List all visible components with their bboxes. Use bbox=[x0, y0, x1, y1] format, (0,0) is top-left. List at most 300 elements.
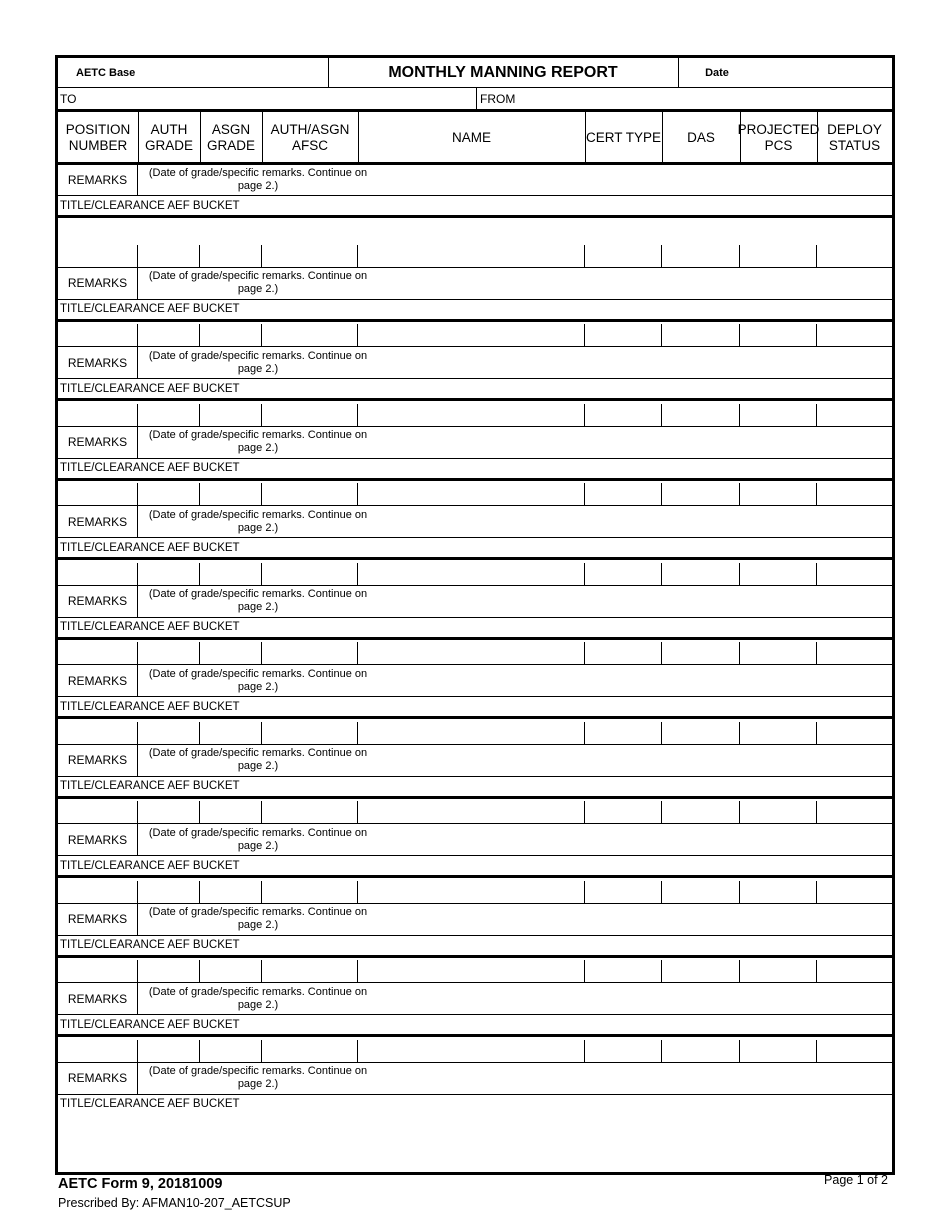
entry-cell-auth-asgn-afsc[interactable] bbox=[262, 960, 358, 982]
entry-cell-deploy-status[interactable] bbox=[817, 881, 892, 903]
entry-cell-auth-grade[interactable] bbox=[138, 245, 200, 267]
remarks-hint: (Date of grade/specific remarks. Continue on page 2.) bbox=[148, 667, 368, 693]
entry-cell-auth-asgn-afsc[interactable] bbox=[262, 801, 358, 823]
entry-cell-cert-type[interactable] bbox=[585, 1040, 662, 1062]
title-clearance-input[interactable] bbox=[238, 618, 896, 639]
entry-cell-projected-pcs[interactable] bbox=[740, 245, 817, 267]
title-clearance-label: TITLE/CLEARANCE AEF BUCKET bbox=[60, 1098, 240, 1110]
aetc-base-label: AETC Base bbox=[76, 66, 136, 79]
cert-type-input[interactable] bbox=[585, 483, 661, 505]
entry-cell-das[interactable] bbox=[662, 324, 740, 346]
entry-cell-asgn-grade[interactable] bbox=[200, 404, 262, 426]
remarks-field[interactable] bbox=[378, 1063, 892, 1094]
entry-cell-deploy-status[interactable] bbox=[817, 245, 892, 267]
aetc-base-input[interactable] bbox=[163, 58, 332, 89]
asgn-grade-input[interactable] bbox=[200, 881, 261, 903]
entry-cell-das[interactable] bbox=[662, 563, 740, 585]
entry-block bbox=[58, 483, 892, 563]
remarks-field[interactable] bbox=[378, 586, 892, 617]
title-clearance-input[interactable] bbox=[238, 538, 896, 559]
report-title: MONTHLY MANNING REPORT bbox=[388, 63, 618, 81]
entry-cell-auth-grade[interactable] bbox=[138, 324, 200, 346]
asgn-grade-input[interactable] bbox=[200, 801, 261, 823]
das-input[interactable] bbox=[662, 960, 739, 982]
title-clearance-field[interactable] bbox=[238, 379, 892, 398]
column-header-auth-grade: AUTH GRADE bbox=[144, 122, 193, 153]
cert-type-input[interactable] bbox=[585, 324, 661, 346]
deploy-status-input[interactable] bbox=[817, 245, 892, 267]
projected-pcs-input[interactable] bbox=[740, 642, 816, 664]
asgn-grade-input[interactable] bbox=[200, 960, 261, 982]
deploy-status-input[interactable] bbox=[817, 801, 892, 823]
remarks-input[interactable] bbox=[378, 268, 896, 301]
auth-asgn-afsc-input[interactable] bbox=[262, 801, 357, 823]
title-clearance-input[interactable] bbox=[238, 1015, 896, 1036]
remarks-input[interactable] bbox=[378, 745, 896, 778]
entry-cell-name[interactable] bbox=[358, 404, 585, 426]
projected-pcs-input[interactable] bbox=[740, 801, 816, 823]
auth-grade-input[interactable] bbox=[138, 960, 199, 982]
remarks-field[interactable] bbox=[378, 427, 892, 458]
entry-block bbox=[58, 563, 892, 643]
entry-cell-name[interactable] bbox=[358, 1040, 585, 1062]
entry-cell-deploy-status[interactable] bbox=[817, 642, 892, 664]
position-number-input[interactable] bbox=[58, 722, 137, 744]
title-clearance-field[interactable] bbox=[238, 1015, 892, 1034]
entry-cell-projected-pcs[interactable] bbox=[740, 642, 817, 664]
entry-cell-das[interactable] bbox=[662, 960, 740, 982]
entry-cell-projected-pcs[interactable] bbox=[740, 324, 817, 346]
entry-cell-auth-grade[interactable] bbox=[138, 722, 200, 744]
name-input[interactable] bbox=[358, 801, 584, 823]
title-clearance-field[interactable] bbox=[238, 697, 892, 716]
cert-type-input[interactable] bbox=[585, 881, 661, 903]
title-clearance-field[interactable] bbox=[238, 618, 892, 637]
entry-cell-name[interactable] bbox=[358, 245, 585, 267]
position-number-input[interactable] bbox=[58, 801, 137, 823]
divider bbox=[58, 215, 892, 218]
asgn-grade-input[interactable] bbox=[200, 324, 261, 346]
auth-grade-input[interactable] bbox=[138, 881, 199, 903]
cert-type-input[interactable] bbox=[585, 801, 661, 823]
entry-cell-deploy-status[interactable] bbox=[817, 722, 892, 744]
remarks-input[interactable] bbox=[378, 824, 896, 857]
entry-cell-auth-asgn-afsc[interactable] bbox=[262, 722, 358, 744]
divider bbox=[262, 112, 263, 164]
entry-cell-auth-grade[interactable] bbox=[138, 404, 200, 426]
entry-cell-cert-type[interactable] bbox=[585, 801, 662, 823]
title-clearance-label: TITLE/CLEARANCE AEF BUCKET bbox=[60, 199, 240, 212]
entry-cell-name[interactable] bbox=[358, 960, 585, 982]
position-number-input[interactable] bbox=[58, 483, 137, 505]
name-input[interactable] bbox=[358, 881, 584, 903]
title-clearance-field[interactable] bbox=[238, 196, 892, 215]
cert-type-input[interactable] bbox=[585, 563, 661, 585]
remarks-hint: (Date of grade/specific remarks. Continue on page 2.) bbox=[148, 508, 368, 534]
entry-cell-position-number[interactable] bbox=[58, 483, 138, 505]
position-number-input[interactable] bbox=[58, 881, 137, 903]
projected-pcs-input[interactable] bbox=[740, 722, 816, 744]
auth-asgn-afsc-input[interactable] bbox=[262, 960, 357, 982]
column-header-das: DAS bbox=[687, 130, 715, 145]
entry-cell-cert-type[interactable] bbox=[585, 563, 662, 585]
divider bbox=[200, 112, 201, 164]
entry-cell-das[interactable] bbox=[662, 642, 740, 664]
auth-asgn-afsc-input[interactable] bbox=[262, 324, 357, 346]
entry-cell-position-number[interactable] bbox=[58, 722, 138, 744]
entry-cell-name[interactable] bbox=[358, 881, 585, 903]
entry-cell-position-number[interactable] bbox=[58, 1040, 138, 1062]
deploy-status-input[interactable] bbox=[817, 642, 892, 664]
entry-block bbox=[58, 722, 892, 802]
title-clearance-input[interactable] bbox=[238, 856, 896, 877]
remarks-input[interactable] bbox=[378, 164, 896, 197]
entry-cell-asgn-grade[interactable] bbox=[200, 245, 262, 267]
entry-cell-asgn-grade[interactable] bbox=[200, 324, 262, 346]
entry-cell-auth-grade[interactable] bbox=[138, 801, 200, 823]
entry-cell-deploy-status[interactable] bbox=[817, 404, 892, 426]
title-clearance-input[interactable] bbox=[238, 459, 896, 480]
entry-cell-cert-type[interactable] bbox=[585, 722, 662, 744]
remarks-label: REMARKS bbox=[58, 586, 138, 617]
title-clearance-input[interactable] bbox=[238, 196, 896, 217]
entry-cell-cert-type[interactable] bbox=[585, 960, 662, 982]
name-input[interactable] bbox=[358, 245, 584, 267]
form-identifier: AETC Form 9, 20181009 bbox=[58, 1176, 223, 1192]
deploy-status-input[interactable] bbox=[817, 404, 892, 426]
entry-cell-auth-asgn-afsc[interactable] bbox=[262, 563, 358, 585]
remarks-field[interactable] bbox=[378, 164, 892, 195]
title-clearance-label: TITLE/CLEARANCE AEF BUCKET bbox=[60, 382, 240, 395]
entry-cell-cert-type[interactable] bbox=[585, 245, 662, 267]
prescribed-by: Prescribed By: AFMAN10-207_AETCSUP bbox=[58, 1196, 291, 1210]
name-input[interactable] bbox=[358, 563, 584, 585]
column-header-auth-asgn-afsc: AUTH/ASGN AFSC bbox=[270, 122, 350, 153]
das-input[interactable] bbox=[662, 245, 739, 267]
divider bbox=[58, 557, 892, 560]
name-input[interactable] bbox=[358, 483, 584, 505]
remarks-field[interactable] bbox=[378, 904, 892, 935]
divider bbox=[585, 112, 586, 164]
auth-grade-input[interactable] bbox=[138, 801, 199, 823]
deploy-status-input[interactable] bbox=[817, 722, 892, 744]
divider bbox=[58, 478, 892, 481]
remarks-hint: (Date of grade/specific remarks. Continue on page 2.) bbox=[148, 906, 368, 931]
entry-cell-projected-pcs[interactable] bbox=[740, 404, 817, 426]
das-input[interactable] bbox=[662, 801, 739, 823]
entry-cell-name[interactable] bbox=[358, 563, 585, 585]
entry-cell-projected-pcs[interactable] bbox=[740, 881, 817, 903]
projected-pcs-input[interactable] bbox=[740, 563, 816, 585]
position-number-input[interactable] bbox=[58, 324, 137, 346]
entry-cell-asgn-grade[interactable] bbox=[200, 960, 262, 982]
entry-cell-das[interactable] bbox=[662, 1040, 740, 1062]
entry-cell-das[interactable] bbox=[662, 245, 740, 267]
from-field[interactable] bbox=[518, 88, 888, 110]
date-label: Date bbox=[705, 66, 729, 79]
name-input[interactable] bbox=[358, 1040, 584, 1062]
entry-cell-position-number[interactable] bbox=[58, 563, 138, 585]
position-number-input[interactable] bbox=[58, 245, 137, 267]
remarks-hint: (Date of grade/specific remarks. Continue on page 2.) bbox=[148, 826, 368, 852]
auth-grade-input[interactable] bbox=[138, 642, 199, 664]
projected-pcs-input[interactable] bbox=[740, 881, 816, 903]
remarks-field[interactable] bbox=[378, 745, 892, 776]
auth-grade-input[interactable] bbox=[138, 722, 199, 744]
das-input[interactable] bbox=[662, 483, 739, 505]
name-input[interactable] bbox=[358, 404, 584, 426]
title-clearance-field[interactable] bbox=[238, 538, 892, 557]
title-clearance-field[interactable] bbox=[238, 459, 892, 478]
entry-cell-position-number[interactable] bbox=[58, 324, 138, 346]
auth-grade-input[interactable] bbox=[138, 483, 199, 505]
divider bbox=[740, 112, 741, 164]
cert-type-input[interactable] bbox=[585, 722, 661, 744]
das-input[interactable] bbox=[662, 642, 739, 664]
deploy-status-input[interactable] bbox=[817, 324, 892, 346]
asgn-grade-input[interactable] bbox=[200, 722, 261, 744]
auth-asgn-afsc-input[interactable] bbox=[262, 1040, 357, 1062]
das-input[interactable] bbox=[662, 324, 739, 346]
remarks-input[interactable] bbox=[378, 983, 896, 1016]
remarks-field[interactable] bbox=[378, 824, 892, 855]
divider bbox=[58, 637, 892, 640]
entry-cell-name[interactable] bbox=[358, 642, 585, 664]
entry-cell-auth-grade[interactable] bbox=[138, 483, 200, 505]
entry-cell-das[interactable] bbox=[662, 404, 740, 426]
entry-cell-asgn-grade[interactable] bbox=[200, 801, 262, 823]
title-clearance-input[interactable] bbox=[238, 379, 896, 400]
from-label: FROM bbox=[480, 92, 516, 106]
auth-grade-input[interactable] bbox=[138, 404, 199, 426]
entry-cell-deploy-status[interactable] bbox=[817, 1040, 892, 1062]
title-clearance-input[interactable] bbox=[238, 1095, 896, 1116]
asgn-grade-input[interactable] bbox=[200, 642, 261, 664]
entry-cell-projected-pcs[interactable] bbox=[740, 563, 817, 585]
auth-grade-input[interactable] bbox=[138, 324, 199, 346]
divider bbox=[476, 87, 477, 110]
auth-asgn-afsc-input[interactable] bbox=[262, 722, 357, 744]
entry-cell-projected-pcs[interactable] bbox=[740, 483, 817, 505]
entry-cell-position-number[interactable] bbox=[58, 801, 138, 823]
entry-block bbox=[58, 881, 892, 961]
entry-cell-asgn-grade[interactable] bbox=[200, 563, 262, 585]
projected-pcs-input[interactable] bbox=[740, 1040, 816, 1062]
entry-cell-asgn-grade[interactable] bbox=[200, 483, 262, 505]
remarks-input[interactable] bbox=[378, 904, 896, 937]
das-input[interactable] bbox=[662, 404, 739, 426]
entry-cell-das[interactable] bbox=[662, 881, 740, 903]
entry-cell-asgn-grade[interactable] bbox=[200, 1040, 262, 1062]
projected-pcs-input[interactable] bbox=[740, 245, 816, 267]
auth-grade-input[interactable] bbox=[138, 563, 199, 585]
deploy-status-input[interactable] bbox=[817, 1040, 892, 1062]
entry-cell-name[interactable] bbox=[358, 483, 585, 505]
entry-cell-auth-asgn-afsc[interactable] bbox=[262, 642, 358, 664]
entry-cell-projected-pcs[interactable] bbox=[740, 801, 817, 823]
entry-cell-cert-type[interactable] bbox=[585, 404, 662, 426]
entry-cell-das[interactable] bbox=[662, 483, 740, 505]
title-clearance-field[interactable] bbox=[238, 1095, 892, 1114]
entry-cell-position-number[interactable] bbox=[58, 642, 138, 664]
remarks-field[interactable] bbox=[378, 983, 892, 1014]
entry-cell-projected-pcs[interactable] bbox=[740, 722, 817, 744]
title-clearance-label: TITLE/CLEARANCE AEF BUCKET bbox=[60, 939, 240, 951]
to-field[interactable] bbox=[82, 88, 472, 110]
entry-cell-cert-type[interactable] bbox=[585, 483, 662, 505]
entry-block bbox=[58, 324, 892, 404]
cert-type-input[interactable] bbox=[585, 245, 661, 267]
entry-cell-deploy-status[interactable] bbox=[817, 801, 892, 823]
remarks-label: REMARKS bbox=[58, 824, 138, 855]
title-clearance-label: TITLE/CLEARANCE AEF BUCKET bbox=[60, 1018, 240, 1031]
entry-cell-position-number[interactable] bbox=[58, 881, 138, 903]
remarks-input[interactable] bbox=[378, 347, 896, 380]
divider bbox=[58, 716, 892, 719]
entry-cell-das[interactable] bbox=[662, 722, 740, 744]
entry-cell-deploy-status[interactable] bbox=[817, 483, 892, 505]
title-clearance-field[interactable] bbox=[238, 856, 892, 875]
deploy-status-input[interactable] bbox=[817, 483, 892, 505]
auth-grade-input[interactable] bbox=[138, 1040, 199, 1062]
title-clearance-field[interactable] bbox=[238, 300, 892, 319]
entry-cell-das[interactable] bbox=[662, 801, 740, 823]
entry-cell-auth-asgn-afsc[interactable] bbox=[262, 881, 358, 903]
position-number-input[interactable] bbox=[58, 960, 137, 982]
entry-cell-name[interactable] bbox=[358, 324, 585, 346]
entry-cell-projected-pcs[interactable] bbox=[740, 1040, 817, 1062]
cert-type-input[interactable] bbox=[585, 404, 661, 426]
entry-cell-auth-grade[interactable] bbox=[138, 1040, 200, 1062]
title-clearance-field[interactable] bbox=[238, 936, 892, 955]
entry-cell-deploy-status[interactable] bbox=[817, 324, 892, 346]
das-input[interactable] bbox=[662, 1040, 739, 1062]
remarks-input[interactable] bbox=[378, 665, 896, 698]
position-number-input[interactable] bbox=[58, 1040, 137, 1062]
title-clearance-label: TITLE/CLEARANCE AEF BUCKET bbox=[60, 859, 240, 872]
title-clearance-field[interactable] bbox=[238, 777, 892, 796]
auth-asgn-afsc-input[interactable] bbox=[262, 245, 357, 267]
asgn-grade-input[interactable] bbox=[200, 1040, 261, 1062]
cert-type-input[interactable] bbox=[585, 960, 661, 982]
name-input[interactable] bbox=[358, 324, 584, 346]
entry-cell-auth-asgn-afsc[interactable] bbox=[262, 483, 358, 505]
remarks-label: REMARKS bbox=[58, 506, 138, 537]
entry-cell-deploy-status[interactable] bbox=[817, 563, 892, 585]
name-input[interactable] bbox=[358, 642, 584, 664]
remarks-field[interactable] bbox=[378, 665, 892, 696]
divider bbox=[58, 875, 892, 878]
entry-cell-auth-asgn-afsc[interactable] bbox=[262, 245, 358, 267]
deploy-status-input[interactable] bbox=[817, 563, 892, 585]
position-number-input[interactable] bbox=[58, 642, 137, 664]
date-field[interactable] bbox=[758, 58, 892, 87]
column-header-cert-type: CERT TYPE bbox=[585, 130, 662, 145]
entry-cell-deploy-status[interactable] bbox=[817, 960, 892, 982]
entry-cell-asgn-grade[interactable] bbox=[200, 642, 262, 664]
divider bbox=[58, 1034, 892, 1037]
remarks-input[interactable] bbox=[378, 586, 896, 619]
auth-asgn-afsc-input[interactable] bbox=[262, 642, 357, 664]
title-clearance-input[interactable] bbox=[238, 697, 896, 718]
position-number-input[interactable] bbox=[58, 404, 137, 426]
divider bbox=[817, 112, 818, 164]
remarks-field[interactable] bbox=[378, 268, 892, 299]
entry-cell-auth-asgn-afsc[interactable] bbox=[262, 324, 358, 346]
position-number-input[interactable] bbox=[58, 563, 137, 585]
entry-cell-asgn-grade[interactable] bbox=[200, 881, 262, 903]
entry-cell-position-number[interactable] bbox=[58, 245, 138, 267]
remarks-hint: (Date of grade/specific remarks. Continue on page 2.) bbox=[148, 349, 368, 375]
asgn-grade-input[interactable] bbox=[200, 245, 261, 267]
remarks-input[interactable] bbox=[378, 506, 896, 539]
remarks-label: REMARKS bbox=[58, 665, 138, 696]
asgn-grade-input[interactable] bbox=[200, 404, 261, 426]
deploy-status-input[interactable] bbox=[817, 960, 892, 982]
entry-cell-name[interactable] bbox=[358, 722, 585, 744]
projected-pcs-input[interactable] bbox=[740, 404, 816, 426]
name-input[interactable] bbox=[358, 722, 584, 744]
aetc-base-field[interactable] bbox=[163, 58, 328, 87]
date-input[interactable] bbox=[758, 58, 896, 89]
projected-pcs-input[interactable] bbox=[740, 483, 816, 505]
asgn-grade-input[interactable] bbox=[200, 483, 261, 505]
das-input[interactable] bbox=[662, 881, 739, 903]
entry-cell-auth-asgn-afsc[interactable] bbox=[262, 404, 358, 426]
asgn-grade-input[interactable] bbox=[200, 563, 261, 585]
remarks-field[interactable] bbox=[378, 506, 892, 537]
name-input[interactable] bbox=[358, 960, 584, 982]
auth-asgn-afsc-input[interactable] bbox=[262, 881, 357, 903]
auth-asgn-afsc-input[interactable] bbox=[262, 563, 357, 585]
remarks-input[interactable] bbox=[378, 1063, 896, 1096]
entry-cell-cert-type[interactable] bbox=[585, 324, 662, 346]
title-clearance-input[interactable] bbox=[238, 300, 896, 321]
cert-type-input[interactable] bbox=[585, 1040, 661, 1062]
entry-cell-cert-type[interactable] bbox=[585, 642, 662, 664]
cert-type-input[interactable] bbox=[585, 642, 661, 664]
entry-cell-projected-pcs[interactable] bbox=[740, 960, 817, 982]
projected-pcs-input[interactable] bbox=[740, 960, 816, 982]
das-input[interactable] bbox=[662, 722, 739, 744]
remarks-input[interactable] bbox=[378, 427, 896, 460]
title-clearance-input[interactable] bbox=[238, 936, 896, 957]
entry-cell-auth-grade[interactable] bbox=[138, 960, 200, 982]
auth-asgn-afsc-input[interactable] bbox=[262, 404, 357, 426]
title-clearance-input[interactable] bbox=[238, 777, 896, 798]
entry-cell-asgn-grade[interactable] bbox=[200, 722, 262, 744]
entry-cell-auth-asgn-afsc[interactable] bbox=[262, 1040, 358, 1062]
entry-cell-position-number[interactable] bbox=[58, 404, 138, 426]
remarks-label: REMARKS bbox=[58, 745, 138, 776]
entry-cell-cert-type[interactable] bbox=[585, 881, 662, 903]
divider bbox=[358, 112, 359, 164]
remarks-hint: (Date of grade/specific remarks. Continue on page 2.) bbox=[148, 270, 368, 295]
divider bbox=[58, 796, 892, 799]
projected-pcs-input[interactable] bbox=[740, 324, 816, 346]
entry-cell-position-number[interactable] bbox=[58, 960, 138, 982]
das-input[interactable] bbox=[662, 563, 739, 585]
entry-cell-auth-grade[interactable] bbox=[138, 881, 200, 903]
deploy-status-input[interactable] bbox=[817, 881, 892, 903]
auth-asgn-afsc-input[interactable] bbox=[262, 483, 357, 505]
remarks-label: REMARKS bbox=[58, 268, 138, 299]
entry-cell-auth-grade[interactable] bbox=[138, 563, 200, 585]
entry-cell-name[interactable] bbox=[358, 801, 585, 823]
auth-grade-input[interactable] bbox=[138, 245, 199, 267]
remarks-field[interactable] bbox=[378, 347, 892, 378]
entry-cell-auth-grade[interactable] bbox=[138, 642, 200, 664]
